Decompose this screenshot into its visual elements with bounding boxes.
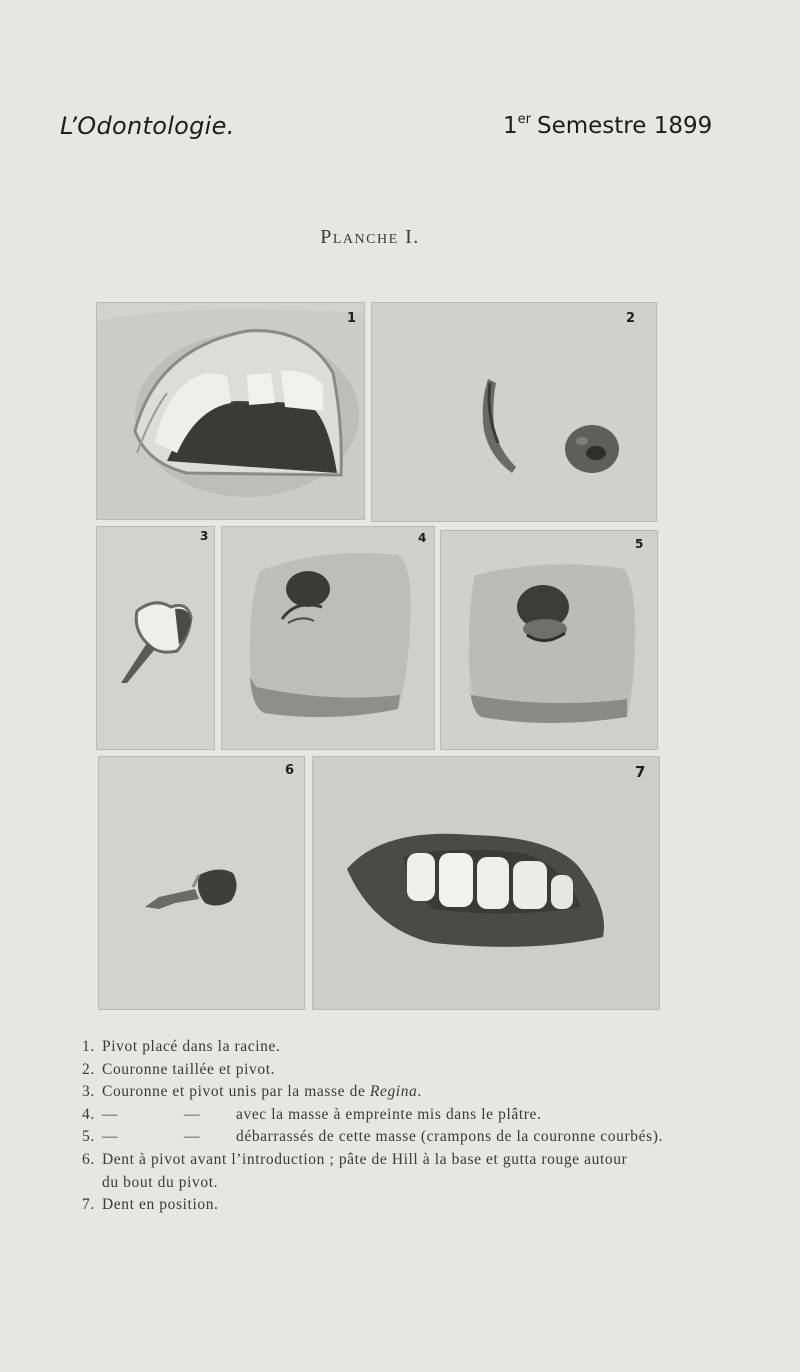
ditto-dash: —	[184, 1128, 201, 1146]
figure-3-panel	[96, 526, 215, 750]
figure-6-panel	[98, 756, 305, 1010]
caption-number: 7.	[82, 1196, 95, 1214]
caption-text: Dent en position.	[102, 1196, 219, 1214]
ditto-dash: —	[102, 1105, 119, 1123]
figure-2-panel	[371, 302, 657, 522]
caption-continuation	[82, 1172, 722, 1195]
journal-title: L’Odontologie.	[60, 112, 235, 140]
figure-number: 5	[635, 537, 644, 551]
caption-item	[82, 1126, 722, 1149]
ditto-dash: —	[102, 1128, 119, 1146]
plaster-block-freed-photo-icon	[441, 531, 657, 749]
figure-7-panel	[312, 756, 660, 1010]
caption-item	[82, 1059, 722, 1082]
caption-item	[82, 1036, 722, 1059]
caption-text: Pivot placé dans la racine.	[102, 1038, 281, 1055]
caption-item	[82, 1081, 722, 1104]
caption-item	[82, 1194, 722, 1217]
caption-italic: Regina	[369, 1083, 418, 1101]
pivot-and-crown-photo-icon	[372, 303, 656, 521]
figure-number: 3	[200, 529, 209, 543]
caption-text-end: .	[417, 1083, 422, 1101]
figure-number: 6	[285, 763, 295, 778]
caption-number: 3.	[82, 1083, 95, 1101]
caption-number: 6.	[82, 1150, 95, 1168]
caption-item	[82, 1104, 722, 1127]
caption-text: débarrassés de cette masse (crampons de la couronne courbés).	[236, 1128, 663, 1146]
caption-number: 4.	[82, 1105, 95, 1123]
caption-text: Couronne et pivot unis par la masse de	[102, 1083, 370, 1101]
semester-label	[503, 112, 712, 139]
caption-item	[82, 1149, 722, 1172]
figure-5-panel	[440, 530, 658, 750]
pivot-tooth-photo-icon	[99, 757, 304, 1009]
semester-ordinal: 1	[503, 113, 518, 139]
ditto-dash: —	[184, 1105, 201, 1123]
caption-text: Dent à pivot avant l’introduction ; pâte de Hill à la base et gutta rouge autour	[102, 1150, 628, 1168]
open-mouth-teeth-photo-icon	[97, 303, 364, 519]
plate-title: Planche I.	[320, 226, 420, 248]
tooth-in-position-photo-icon	[313, 757, 659, 1009]
caption-text: du bout du pivot.	[102, 1173, 219, 1191]
caption-number: 2.	[82, 1060, 95, 1078]
semester-text: Semestre 1899	[536, 113, 713, 139]
figure-number: 7	[635, 763, 646, 781]
figure-4-panel	[221, 526, 435, 750]
figure-number: 1	[347, 311, 357, 326]
crown-with-pivot-photo-icon	[97, 527, 214, 749]
plaster-block-imprint-photo-icon	[222, 527, 434, 749]
figure-number: 2	[626, 311, 636, 326]
figure-number: 4	[418, 531, 427, 545]
caption-number: 5.	[82, 1128, 95, 1146]
figure-1-panel	[96, 302, 365, 520]
caption-number: 1.	[82, 1038, 95, 1055]
caption-text: avec la masse à empreinte mis dans le plâtre.	[236, 1105, 542, 1123]
caption-text: Couronne taillée et pivot.	[102, 1060, 276, 1078]
caption-list	[82, 1036, 722, 1217]
semester-suffix: er	[517, 112, 531, 127]
